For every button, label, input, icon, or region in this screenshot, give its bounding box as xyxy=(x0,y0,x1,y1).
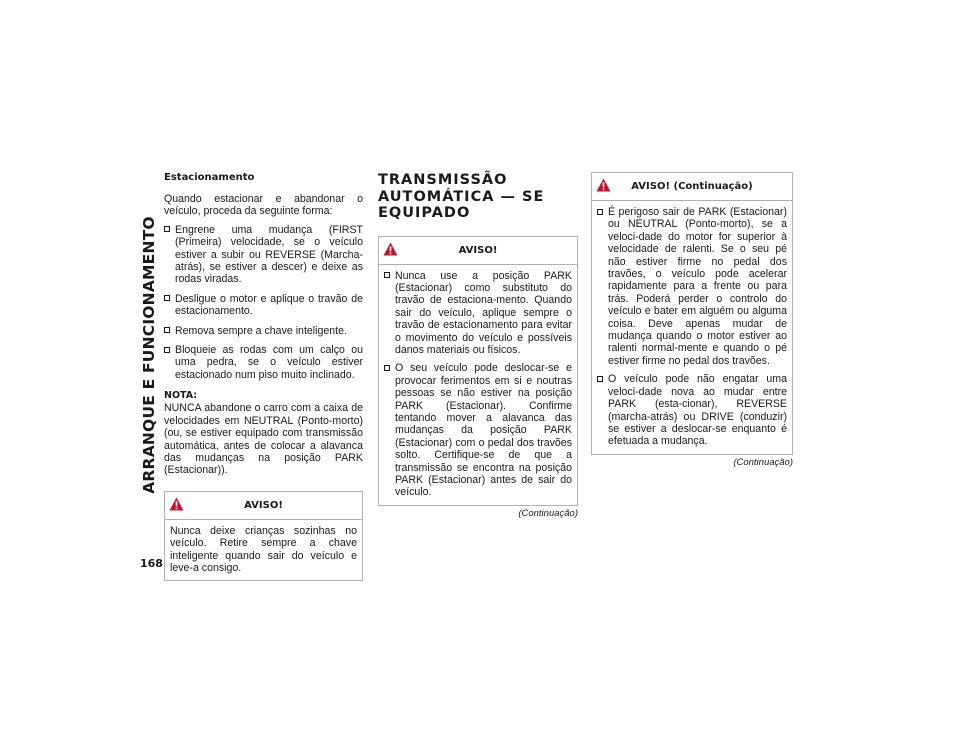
checkbox-bullet-icon xyxy=(164,226,170,232)
warning-header xyxy=(592,173,792,201)
warning-title: AVISO! (Continuação) xyxy=(631,181,753,192)
checkbox-bullet-icon xyxy=(164,327,170,333)
warning-title: AVISO! xyxy=(244,499,283,511)
checkbox-bullet-icon xyxy=(384,272,390,278)
warning-list xyxy=(384,270,572,499)
section-heading-parking: Estacionamento xyxy=(164,172,255,183)
checkbox-bullet-icon xyxy=(597,209,603,215)
list-item: Nunca use a posição PARK (Estacionar) como substituto do travão de estaciona-mento. Quando sair do veículo, aplique sempre o travão de estacionamento para evitar o movimento do veículo e possíveis danos materiais ou físicos. xyxy=(384,270,572,357)
chapter-title: ARRANQUE E FUNCIONAMENTO xyxy=(140,216,158,494)
parking-intro: Quando estacionar e abandonar o veículo, proceda da seguinte forma: xyxy=(164,193,363,218)
checkbox-bullet-icon xyxy=(164,347,170,353)
continuation-note: (Continuação) xyxy=(518,507,578,519)
warning-body xyxy=(165,520,362,581)
column-warning-continued xyxy=(591,172,793,468)
warning-body xyxy=(592,201,792,454)
chapter-side-tab xyxy=(138,170,160,540)
warning-list xyxy=(597,206,787,448)
checkbox-bullet-icon xyxy=(164,295,170,301)
parking-steps-list xyxy=(164,224,363,381)
checkbox-bullet-icon xyxy=(597,376,603,382)
column-automatic-transmission xyxy=(378,172,578,519)
warning-body xyxy=(379,265,577,505)
warning-header xyxy=(379,237,577,265)
warning-header xyxy=(165,492,362,520)
section-title-automatic-transmission: TRANSMISSÃO AUTOMÁTICA — SE EQUIPADO xyxy=(378,172,545,221)
list-item: Desligue o motor e aplique o travão de estacionamento. xyxy=(164,293,363,318)
checkbox-bullet-icon xyxy=(384,365,390,371)
continuation-note: (Continuação) xyxy=(733,456,793,468)
note-label: NOTA: xyxy=(164,390,198,402)
list-item: Bloqueie as rodas com um calço ou uma pedra, se o veículo estiver estacionado num piso muito inclinado. xyxy=(164,344,363,381)
warning-box-children xyxy=(164,491,363,582)
page-number: 168 xyxy=(140,557,163,570)
note-text: NUNCA abandone o carro com a caixa de velocidades em NEUTRAL (Ponto-morto) (ou, se estiver equipado com transmissão automática, antes de colocar a alavanca das mudanças na posição PARK (Estacionar)). xyxy=(164,402,363,477)
warning-title: AVISO! xyxy=(458,244,498,256)
list-item: O seu veículo pode deslocar-se e provocar ferimentos em si e noutras pessoas se não estiver na posição PARK (Estacionar). Confirme tentando mover a alavanca das mudanças da posição PARK (Estacionar) com o pedal dos travões solto. Certifique-se de que a transmissão se encontra na posição PARK (Estacionar) antes de sair do veículo. xyxy=(384,362,572,498)
warning-box-park xyxy=(378,236,578,506)
list-item: Remova sempre a chave inteligente. xyxy=(164,325,363,337)
list-item: É perigoso sair de PARK (Estacionar) ou NEUTRAL (Ponto-morto), se a veloci-dade do motor for superior à velocidade de ralenti. Se o seu pé não estiver firme no pedal dos travões, o veículo pode acelerar rapidamente para a frente ou para trás. Poderá perder o controlo do veículo e bater em alguém ou alguma coisa. Deve apenas mudar de mudança quando o motor estiver ao ralenti normal-mente e quando o pé estiver firme no pedal dos travões. xyxy=(597,206,787,367)
list-item: Engrene uma mudança (FIRST (Primeira) velocidade, se o veículo estiver a subir ou REVERSE (Marcha-atrás), se estiver a descer) e deixe as rodas viradas. xyxy=(164,224,363,286)
list-item: O veículo pode não engatar uma veloci-dade nova ao mudar entre PARK (esta-cionar), REVERSE (marcha-atrás) ou DRIVE (conduzir) se estiver a deslocar-se enquanto é efetuada a mudança. xyxy=(597,373,787,447)
column-parking xyxy=(164,172,363,581)
warning-text: Nunca deixe crianças sozinhas no veículo. Retire sempre a chave inteligente quando sair do veículo e leve-a consigo. xyxy=(170,524,357,574)
warning-box-continued xyxy=(591,172,793,455)
